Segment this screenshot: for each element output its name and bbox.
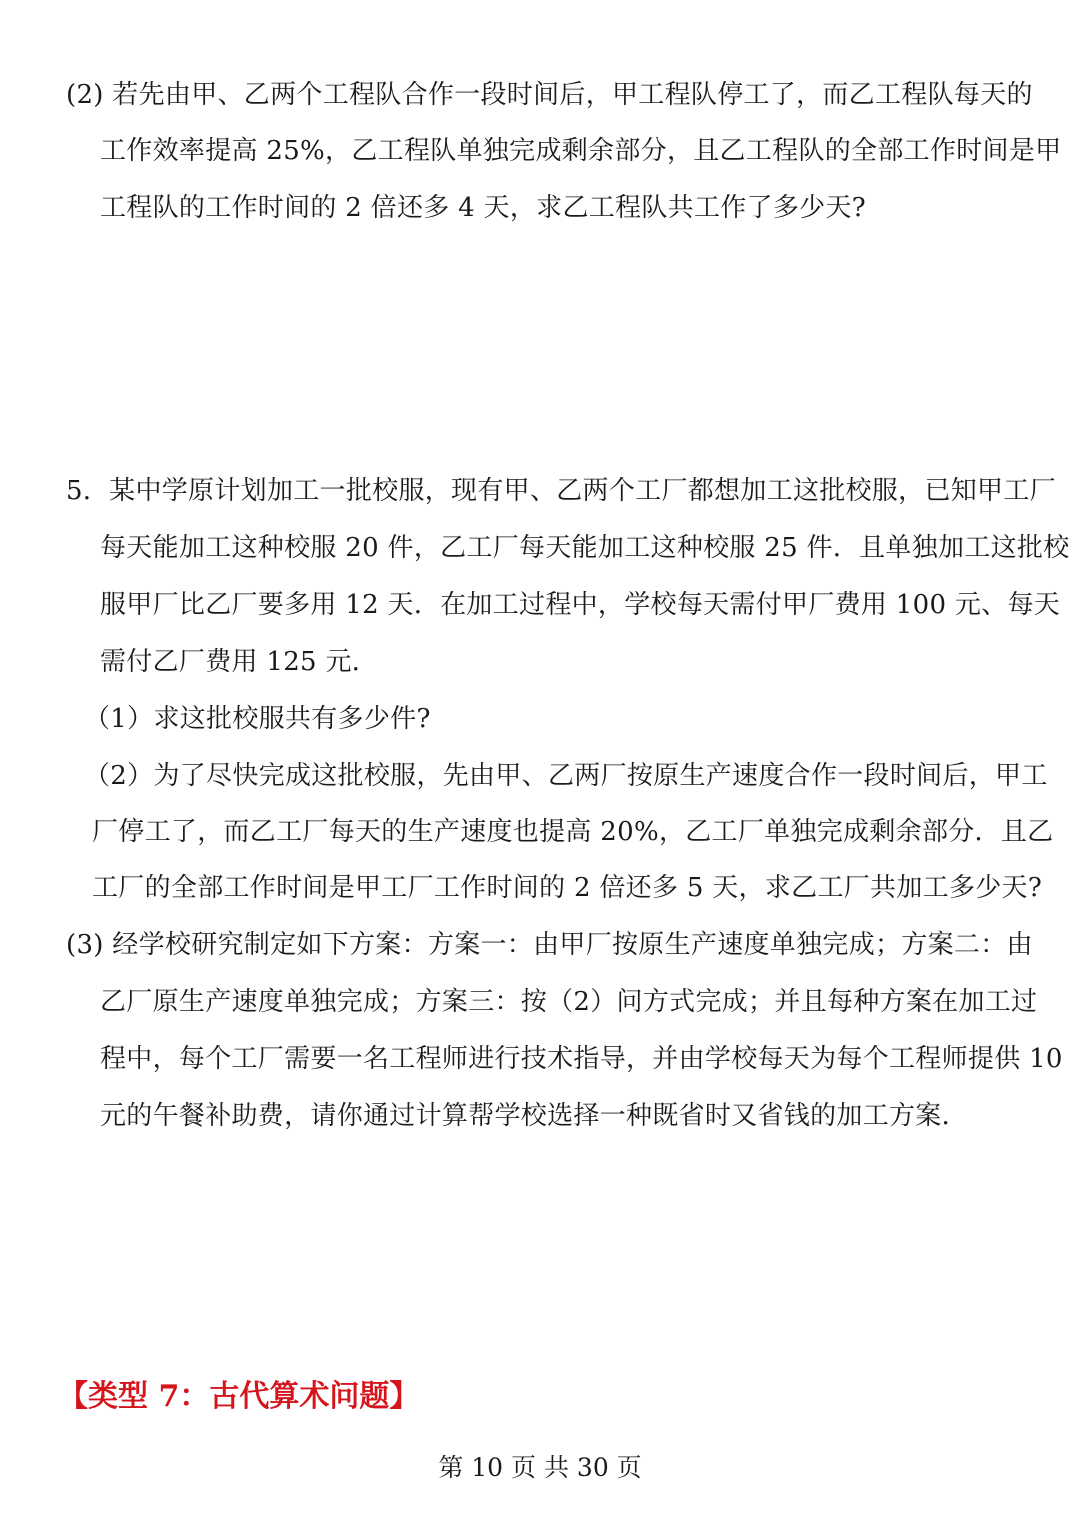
problem5-stem-line-1: 5．某中学原计划加工一批校服，现有甲、乙两个工厂都想加工这批校服，已知甲工厂 (66, 476, 1056, 506)
problem4-part2-line-3: 工程队的工作时间的 2 倍还多 4 天，求乙工程队共工作了多少天? (100, 193, 866, 223)
problem5-part2-line-1: （2）为了尽快完成这批校服，先由甲、乙两厂按原生产速度合作一段时间后，甲工 (84, 761, 1048, 791)
problem5-part1-line-1: （1）求这批校服共有多少件? (84, 704, 431, 734)
problem5-stem-line-2: 每天能加工这种校服 20 件，乙工厂每天能加工这种校服 25 件．且单独加工这批校 (100, 533, 1070, 563)
problem5-part3-line-1: (3) 经学校研究制定如下方案：方案一：由甲厂按原生产速度单独完成；方案二：由 (66, 930, 1033, 960)
problem4-part2-line-2: 工作效率提高 25%，乙工程队单独完成剩余部分，且乙工程队的全部工作时间是甲 (100, 136, 1062, 166)
problem5-part3-line-3: 程中，每个工厂需要一名工程师进行技术指导，并由学校每天为每个工程师提供 10 (100, 1044, 1063, 1074)
problem4-part2-line-1: (2) 若先由甲、乙两个工程队合作一段时间后，甲工程队停工了，而乙工程队每天的 (66, 80, 1033, 110)
problem5-stem-line-3: 服甲厂比乙厂要多用 12 天．在加工过程中，学校每天需付甲厂费用 100 元、每天 (100, 590, 1061, 620)
page-footer: 第 10 页 共 30 页 (438, 1453, 642, 1482)
problem5-part2-line-3: 工厂的全部工作时间是甲工厂工作时间的 2 倍还多 5 天，求乙工厂共加工多少天? (92, 873, 1043, 903)
section-heading: 【类型 7：古代算术问题】 (58, 1379, 420, 1414)
problem5-stem-line-4: 需付乙厂费用 125 元． (100, 647, 379, 677)
problem5-part3-line-2: 乙厂原生产速度单独完成；方案三：按（2）问方式完成；并且每种方案在加工过 (100, 987, 1038, 1017)
problem5-part3-line-4: 元的午餐补助费，请你通过计算帮学校选择一种既省时又省钱的加工方案． (100, 1101, 968, 1131)
problem5-part2-line-2: 厂停工了，而乙工厂每天的生产速度也提高 20%，乙工厂单独完成剩余部分．且乙 (92, 817, 1054, 847)
